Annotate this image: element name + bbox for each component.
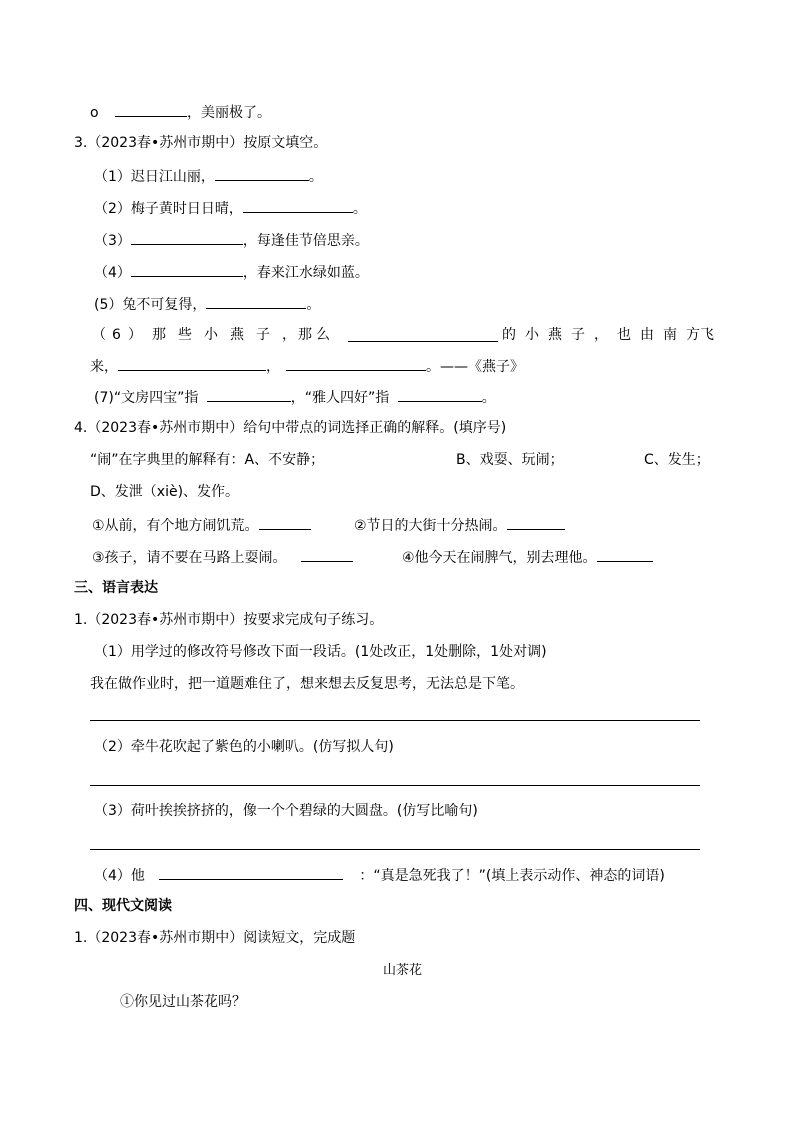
q4-sentences-row-1: [92, 514, 712, 536]
answer-blank[interactable]: [115, 101, 187, 117]
char: 由: [640, 327, 654, 343]
q3-item-4-text: ，春来江水绿如蓝。: [242, 265, 369, 281]
answer-blank[interactable]: [259, 514, 311, 530]
article-paragraph-1: ①你见过山茶花吗？: [120, 994, 246, 1010]
s3-part-4-label: （4）他: [94, 868, 145, 884]
char: 么: [316, 327, 330, 343]
char: 子: [256, 327, 270, 343]
char: 的: [502, 327, 516, 343]
q3-item-7-text-b: ，“雅人四好”指: [290, 390, 390, 406]
answer-blank[interactable]: [243, 197, 353, 213]
line-prefix: o: [90, 105, 99, 121]
q3-item-6-text: 来，: [90, 359, 118, 375]
answer-blank[interactable]: [507, 514, 565, 530]
q4-definitions: [90, 450, 720, 470]
answer-blank[interactable]: [131, 261, 243, 277]
s4-q1-header: 1.（2023春•苏州市期中）阅读短文，完成题: [74, 930, 356, 946]
char: 方: [686, 327, 700, 343]
answer-blank[interactable]: [118, 355, 266, 371]
q3-item-5-text: (5）兔不可复得，: [94, 297, 207, 313]
q3-item-5: [94, 293, 320, 315]
q4-sentences-row-2: [92, 546, 712, 568]
q3-item-3-text: ，每逢佳节倍思亲。: [242, 233, 369, 249]
char: （: [92, 327, 106, 343]
char: 燕: [548, 327, 562, 343]
q4-sentence-3: ③孩子，请不要在马路上耍闹。: [92, 550, 287, 566]
char: 那: [298, 327, 312, 343]
q4-sentence-4: ④他今天在闹脾气，别去理他。: [402, 550, 597, 566]
answer-blank[interactable]: [301, 546, 353, 562]
q3-item-2-text: （2）梅子黄时日日晴，: [94, 201, 243, 217]
s3-q1-header: 1.（2023春•苏州市期中）按要求完成句子练习。: [74, 612, 384, 628]
q3-item-2: [94, 197, 367, 219]
answer-line[interactable]: [90, 849, 700, 850]
answer-line[interactable]: [90, 720, 700, 721]
q3-item-6-line-2: [90, 355, 524, 377]
q4-header: 4.（2023春•苏州市期中）给句中带点的词选择正确的解释。(填序号): [74, 420, 507, 436]
char: ，: [594, 327, 608, 343]
section-4-title: 四、现代文阅读: [74, 898, 172, 914]
char: 些: [178, 327, 192, 343]
q3-item-2-end: 。: [352, 201, 367, 217]
q3-item-4-label: （4）: [94, 265, 131, 281]
answer-blank[interactable]: [286, 355, 426, 371]
line-suffix: ，美丽极了。: [187, 105, 272, 121]
q4-sentence-2: ②节日的大街十分热闹。: [354, 518, 507, 534]
answer-blank[interactable]: [348, 326, 498, 342]
answer-blank[interactable]: [398, 386, 482, 402]
char: 子: [571, 327, 585, 343]
q3-item-5-end: 。: [306, 297, 321, 313]
char: 那: [152, 327, 166, 343]
s3-part-1-text: 我在做作业时，把一道题难住了，想来想去反复思考，无法总是下笔。: [90, 676, 524, 692]
s3-part-4: [94, 864, 665, 886]
s3-part-1: （1）用学过的修改符号修改下面一段话。(1处改正，1处删除，1处对调): [94, 644, 547, 660]
q3-item-1-end: 。: [308, 169, 323, 185]
char: 小: [204, 327, 218, 343]
intro-continuation-line: [90, 101, 271, 123]
q4-sentence-1: ①从前，有个地方闹饥荒。: [92, 518, 259, 534]
q3-item-4: [94, 261, 369, 283]
char: ，: [282, 327, 296, 343]
q3-item-1: [94, 165, 323, 187]
section-3-title: 三、语言表达: [74, 580, 158, 596]
q3-item-7-end: 。: [481, 390, 496, 406]
def-b: B、戏耍、玩闹；: [456, 452, 564, 468]
q3-item-6-line-1: [92, 325, 714, 345]
answer-blank[interactable]: [131, 229, 243, 245]
s3-part-2: （2）牵牛花吹起了紫色的小喇叭。(仿写拟人句): [94, 739, 394, 755]
s3-part-4-text: ：“真是急死我了！”(填上表示动作、神态的词语): [359, 868, 665, 884]
char: 小: [525, 327, 539, 343]
char: 南: [663, 327, 677, 343]
def-a: “闹”在字典里的解释有：A、不安静；: [90, 452, 325, 468]
answer-blank[interactable]: [159, 864, 343, 880]
q3-item-1-text: （1）迟日江山丽，: [94, 169, 215, 185]
char: 也: [617, 327, 631, 343]
char: ）: [128, 327, 142, 343]
char: 6: [112, 327, 121, 343]
q3-item-6-source: 。——《燕子》: [426, 359, 524, 375]
answer-blank[interactable]: [207, 386, 291, 402]
q3-item-7-text-a: (7)“文房四宝”指: [94, 390, 199, 406]
char: 飞: [700, 327, 714, 343]
char: 燕: [230, 327, 244, 343]
q3-item-3: [94, 229, 369, 251]
q3-header: 3.（2023春•苏州市期中）按原文填空。: [74, 135, 328, 151]
s3-part-3: （3）荷叶挨挨挤挤的，像一个个碧绿的大圆盘。(仿写比喻句): [94, 803, 478, 819]
def-c: C、发生；: [644, 452, 710, 468]
q3-item-3-label: （3）: [94, 233, 131, 249]
answer-blank[interactable]: [215, 165, 309, 181]
comma: ，: [266, 359, 280, 375]
answer-blank[interactable]: [206, 293, 306, 309]
article-title: 山茶花: [383, 963, 423, 978]
answer-blank[interactable]: [597, 546, 653, 562]
answer-line[interactable]: [90, 785, 700, 786]
q3-item-7: [94, 386, 496, 408]
def-d: D、发泄（xiè)、发作。: [90, 484, 240, 500]
